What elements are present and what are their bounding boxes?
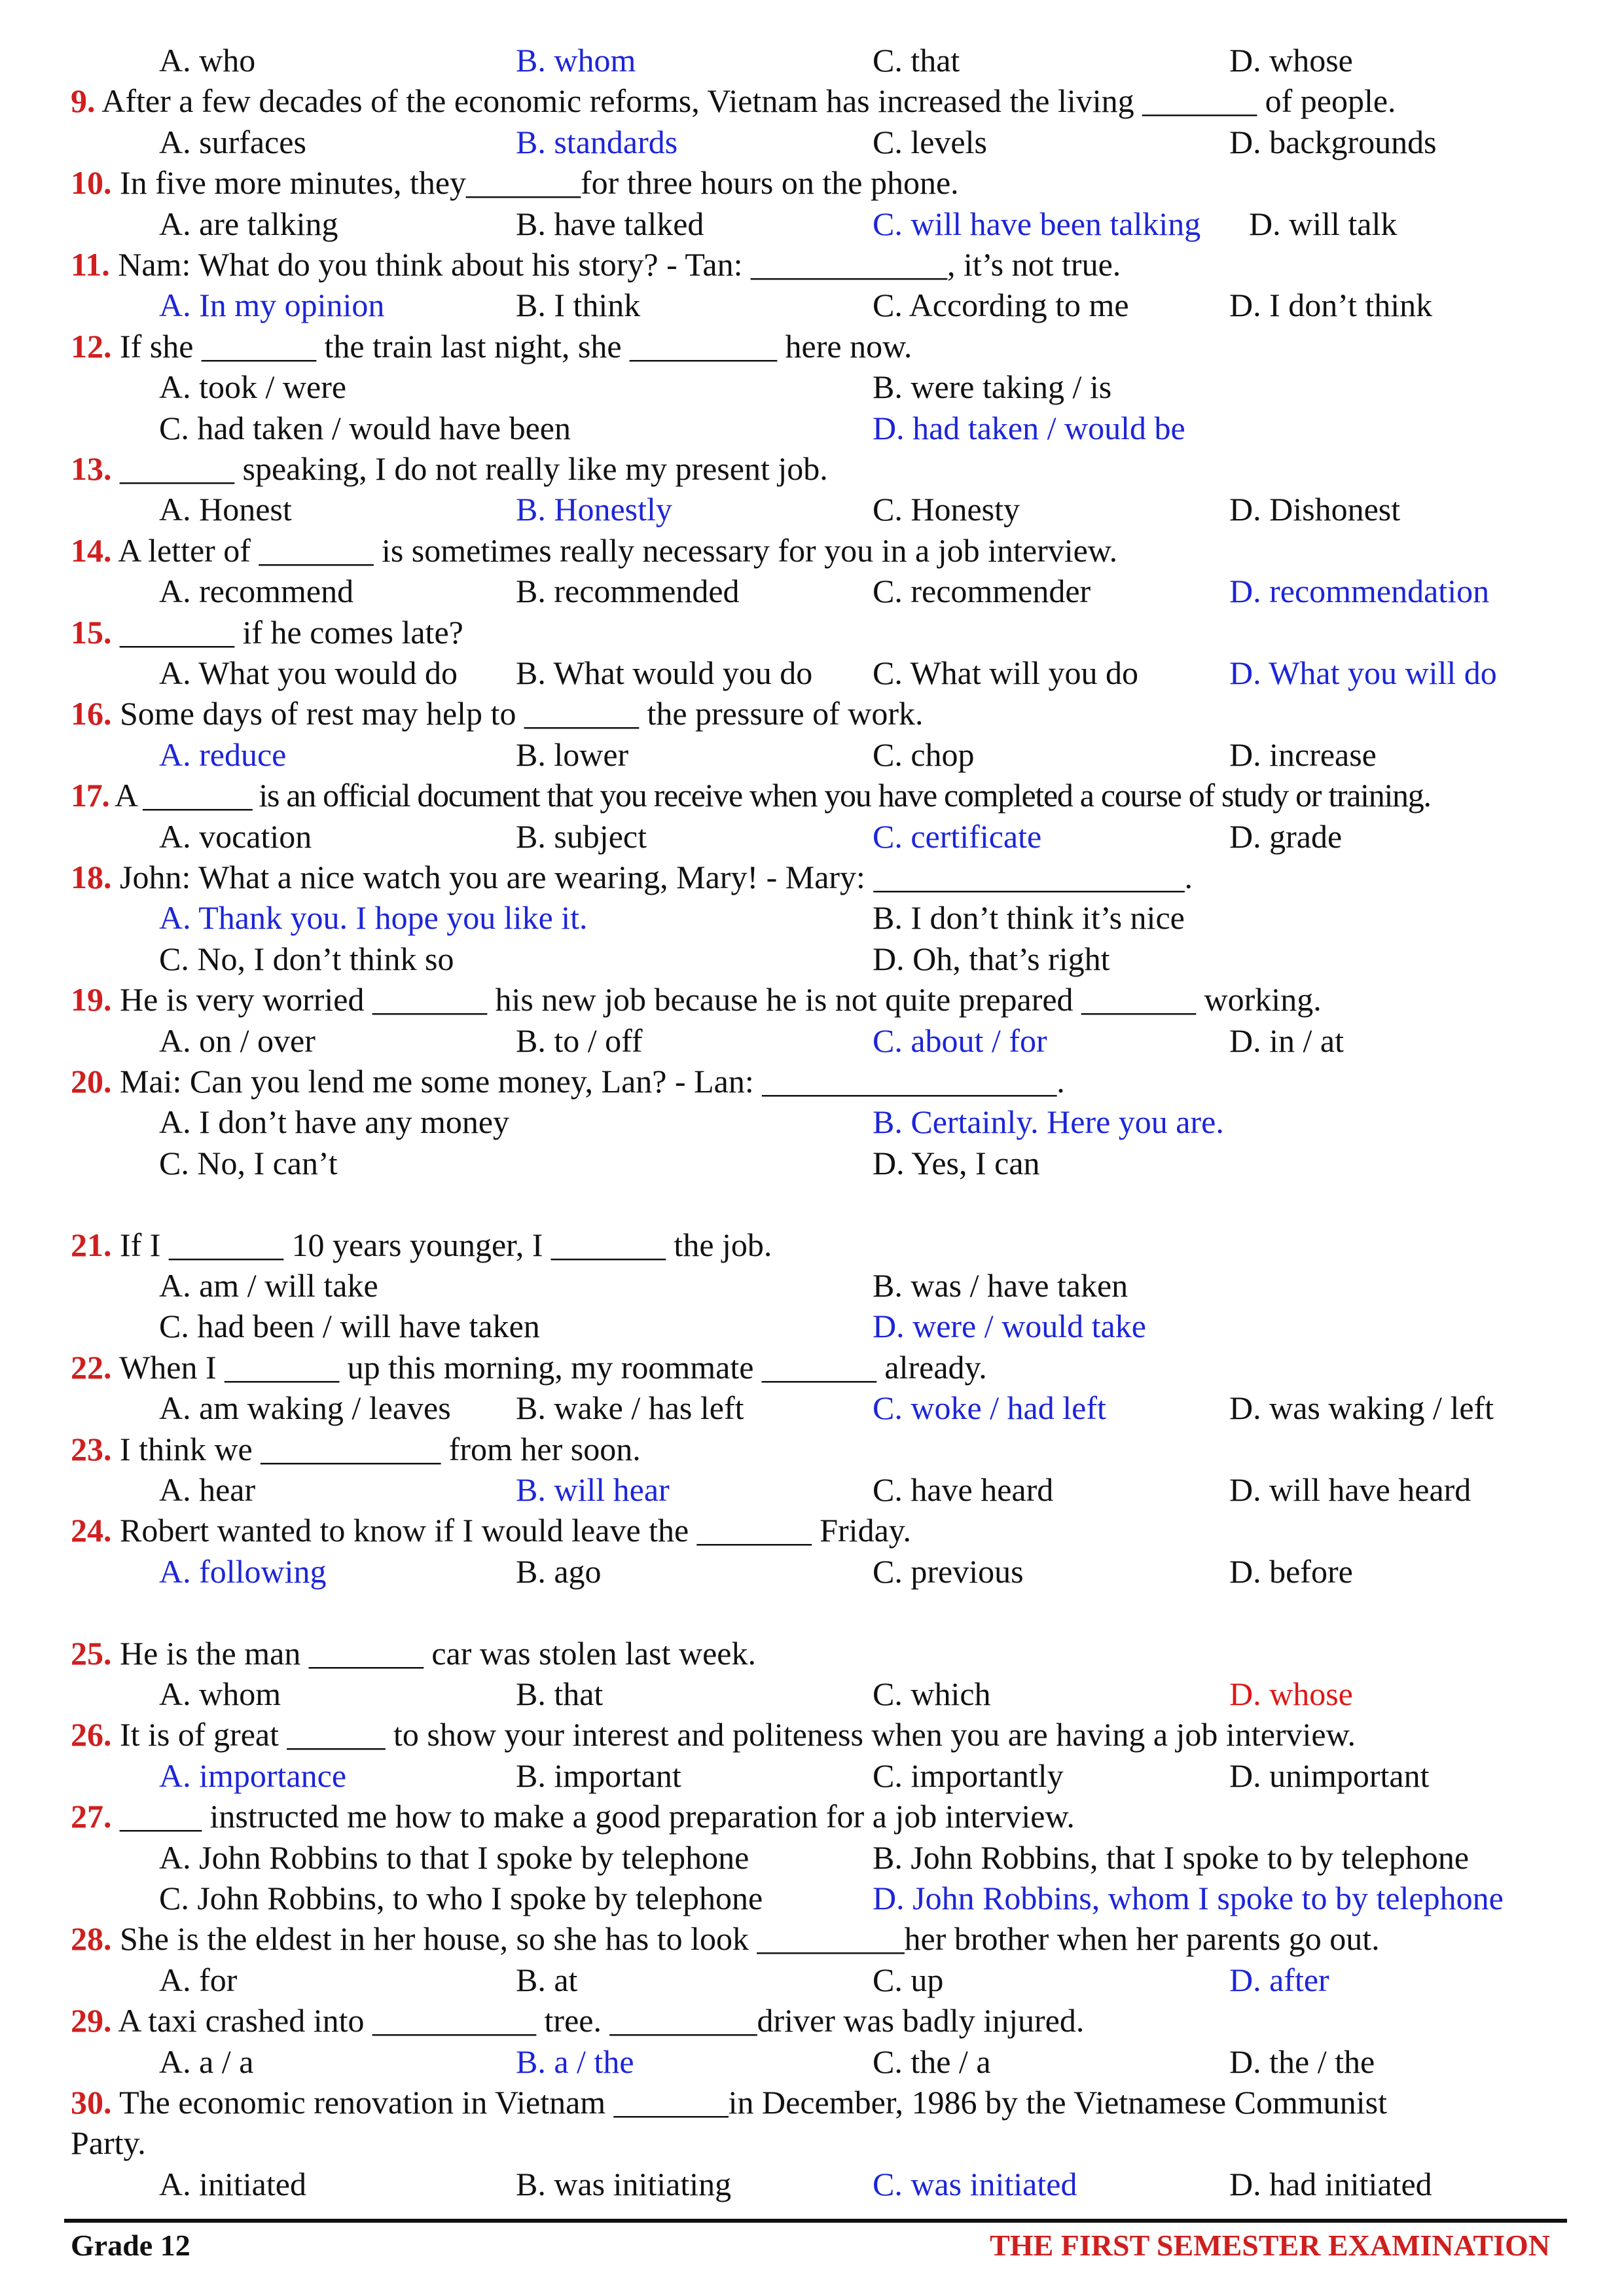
question-number: 19.	[71, 981, 112, 1018]
answer-option: C. have heard	[873, 1471, 1054, 1508]
question-text: If she _______ the train last night, she _________ here now.	[111, 327, 912, 365]
answer-option: B. at	[516, 1961, 578, 1998]
options-row	[0, 1388, 1624, 1428]
answer-option-correct: B. a / the	[516, 2043, 634, 2080]
answer-option-correct: C. will have been talking	[873, 205, 1201, 242]
options-row	[0, 285, 1624, 325]
question-stem	[71, 244, 1121, 285]
question-line	[0, 2082, 1624, 2123]
answer-option: C. No, I can’t	[159, 1144, 338, 1181]
answer-option: C. up	[873, 1961, 944, 1998]
answer-option: A. took / were	[159, 368, 347, 406]
options-row	[0, 1143, 1624, 1183]
answer-option: C. the / a	[873, 2043, 991, 2080]
question-line	[0, 1429, 1624, 1469]
question-line	[0, 857, 1624, 897]
question-stem	[71, 1429, 641, 1469]
answer-option: C. According to me	[873, 287, 1129, 324]
question-text: After a few decades of the economic reforms, Vietnam has increased the living _______ of people.	[95, 82, 1396, 120]
options-row	[0, 1755, 1624, 1796]
answer-option: C. had taken / would have been	[159, 409, 571, 446]
answer-option: A. John Robbins to that I spoke by telephone	[159, 1839, 749, 1876]
question-stem	[71, 1633, 756, 1674]
answer-option: B. that	[516, 1676, 604, 1712]
answer-option: C. recommender	[873, 573, 1091, 610]
answer-option: D. grade	[1229, 817, 1343, 855]
question-stem	[71, 448, 828, 489]
answer-option: D. I don’t think	[1229, 287, 1433, 324]
answer-option: D. Yes, I can	[873, 1144, 1040, 1181]
answer-option-correct: D. were / would take	[873, 1308, 1146, 1345]
options-row	[0, 571, 1624, 611]
answer-option: B. important	[516, 1757, 681, 1794]
question-text: A letter of _______ is sometimes really necessary for you in a job interview.	[111, 531, 1118, 569]
options-row	[0, 939, 1624, 979]
answer-option: C. previous	[873, 1552, 1024, 1590]
question-number: 25.	[71, 1634, 112, 1672]
options-row	[0, 1837, 1624, 1878]
answer-option: C. No, I don’t think so	[159, 940, 454, 977]
question-number: 17.	[71, 777, 109, 814]
answer-option: B. to / off	[516, 1022, 643, 1059]
question-stem	[71, 326, 912, 367]
question-line	[0, 1347, 1624, 1388]
answer-option-correct: D. John Robbins, whom I spoke to by telephone	[873, 1880, 1504, 1916]
options-row	[0, 653, 1624, 693]
question-text: _______ if he comes late?	[111, 613, 463, 651]
question-text: Robert wanted to know if I would leave the _______ Friday.	[111, 1512, 912, 1549]
answer-option: C. levels	[873, 123, 987, 160]
options-row	[0, 2041, 1624, 2082]
answer-option: A. who	[159, 42, 256, 79]
question-line	[0, 530, 1624, 571]
question-text: He is the man _______ car was stolen last week.	[111, 1634, 756, 1672]
answer-option: D. will talk	[1249, 205, 1398, 242]
answer-option-correct: A. In my opinion	[159, 287, 385, 324]
answer-option: C. John Robbins, to who I spoke by telephone	[159, 1880, 763, 1916]
question-number: 20.	[71, 1063, 112, 1100]
question-line	[0, 979, 1624, 1020]
answer-option: C. importantly	[873, 1757, 1064, 1794]
question-stem	[71, 530, 1117, 571]
question-text: She is the eldest in her house, so she has to look _________her brother when her parents go out.	[111, 1920, 1380, 1958]
question-text: If I _______ 10 years younger, I _______ the job.	[111, 1226, 772, 1263]
question-line	[0, 1633, 1624, 1674]
options-row	[0, 489, 1624, 529]
question-number: 24.	[71, 1512, 112, 1549]
question-text: A _______ is an official document that you receive when you have completed a course of study or training.	[109, 777, 1431, 814]
answer-option: A. on / over	[159, 1022, 316, 1059]
question-text: He is very worried _______ his new job because he is not quite prepared _______ working.	[111, 981, 1322, 1018]
question-number: 21.	[71, 1226, 112, 1263]
question-stem	[71, 2082, 1387, 2123]
question-line	[0, 81, 1624, 121]
question-stem	[71, 1061, 1065, 1102]
answer-option-correct: A. reduce	[159, 736, 287, 773]
answer-option-correct: B. will hear	[516, 1471, 670, 1508]
question-stem	[71, 81, 1396, 121]
question-line	[0, 1796, 1624, 1837]
answer-option-correct: B. Certainly. Here you are.	[873, 1103, 1224, 1141]
question-number: 16.	[71, 695, 112, 732]
answer-option: A. are talking	[159, 205, 338, 242]
question-line	[0, 162, 1624, 203]
answer-option: C. had been / will have taken	[159, 1308, 540, 1345]
answer-option-correct: B. whom	[516, 42, 636, 79]
answer-option: D. Oh, that’s right	[873, 940, 1110, 977]
question-number: 27.	[71, 1798, 112, 1835]
footer-divider	[64, 2219, 1567, 2223]
options-row	[0, 816, 1624, 857]
question-number: 26.	[71, 1716, 112, 1753]
answer-option: B. I think	[516, 287, 641, 324]
question-line	[0, 244, 1624, 285]
answer-option: D. Dishonest	[1229, 491, 1401, 528]
answer-option: B. wake / has left	[516, 1390, 744, 1427]
options-row	[0, 367, 1624, 407]
question-text: It is of great ______ to show your interest and politeness when you are having a job interview.	[111, 1716, 1356, 1753]
question-number: 11.	[71, 246, 110, 283]
answer-option: A. for	[159, 1961, 238, 1998]
answer-option: B. John Robbins, that I spoke to by telephone	[873, 1839, 1470, 1876]
answer-option: B. lower	[516, 736, 629, 773]
question-stem	[71, 612, 463, 653]
answer-option: A. vocation	[159, 817, 312, 855]
question-stem	[71, 1918, 1380, 1959]
options-row	[0, 1265, 1624, 1306]
question-stem	[71, 1347, 987, 1388]
options-row	[0, 204, 1624, 244]
question-line	[0, 1225, 1624, 1265]
question-stem	[71, 162, 959, 203]
answer-option: A. am / will take	[159, 1267, 378, 1304]
footer-exam-title: THE FIRST SEMESTER EXAMINATION	[990, 2229, 1550, 2262]
answer-option-correct: D. after	[1229, 1961, 1329, 1998]
answer-option: D. unimportant	[1229, 1757, 1430, 1794]
answer-option: A. Honest	[159, 491, 292, 528]
question-number: 13.	[71, 450, 112, 487]
question-stem	[71, 1510, 911, 1551]
question-line	[0, 775, 1624, 816]
options-row	[0, 897, 1624, 938]
options-row	[0, 1102, 1624, 1142]
answer-option: B. were taking / is	[873, 368, 1112, 406]
question-continuation	[0, 2123, 1624, 2163]
answer-option: B. ago	[516, 1552, 602, 1590]
answer-option-correct: A. following	[159, 1552, 327, 1590]
question-stem	[71, 1796, 1075, 1837]
answer-option-correct: A. importance	[159, 1757, 347, 1794]
question-line	[0, 693, 1624, 734]
options-row	[0, 40, 1624, 81]
answer-option: C. which	[873, 1676, 991, 1712]
answer-option: D. had initiated	[1229, 2165, 1432, 2202]
question-number: 30.	[71, 2084, 112, 2121]
answer-option: B. was / have taken	[873, 1267, 1128, 1304]
answer-option: A. I don’t have any money	[159, 1103, 510, 1141]
answer-option: D. was waking / left	[1229, 1390, 1494, 1427]
options-row	[0, 1469, 1624, 1510]
footer-grade: Grade 12	[71, 2229, 190, 2262]
question-stem	[71, 775, 1431, 816]
answer-option-correct: C. woke / had left	[873, 1390, 1106, 1427]
answer-option: A. What you would do	[159, 655, 458, 691]
question-stem	[71, 857, 1193, 897]
question-number: 29.	[71, 2002, 112, 2039]
question-line	[0, 2000, 1624, 2041]
answer-option: B. I don’t think it’s nice	[873, 899, 1185, 937]
question-text: When I _______ up this morning, my roommate _______ already.	[111, 1348, 987, 1386]
answer-option: D. whose	[1229, 42, 1353, 79]
blank-line	[0, 1592, 1624, 1632]
answer-option: B. What would you do	[516, 655, 813, 691]
answer-option-correct: A. Thank you. I hope you like it.	[159, 899, 588, 937]
answer-option: B. was initiating	[516, 2165, 732, 2202]
question-stem	[71, 1225, 772, 1265]
question-line	[0, 1714, 1624, 1755]
answer-option-correct: B. Honestly	[516, 491, 672, 528]
question-number: 23.	[71, 1430, 112, 1467]
question-stem	[71, 979, 1322, 1020]
answer-option-correct: C. about / for	[873, 1022, 1047, 1059]
options-row	[0, 1674, 1624, 1714]
answer-option: B. subject	[516, 817, 647, 855]
question-line	[0, 1061, 1624, 1102]
answer-option-correct: D. had taken / would be	[873, 409, 1185, 446]
answer-option: A. a / a	[159, 2043, 254, 2080]
options-row	[0, 1020, 1624, 1061]
question-number: 14.	[71, 531, 112, 569]
question-line	[0, 326, 1624, 367]
answer-option: B. have talked	[516, 205, 704, 242]
answer-option: D. increase	[1229, 736, 1377, 773]
question-text: Some days of rest may help to _______ the pressure of work.	[111, 695, 924, 732]
answer-option: D. backgrounds	[1229, 123, 1437, 160]
options-row	[0, 122, 1624, 162]
options-row	[0, 734, 1624, 775]
options-row	[0, 1960, 1624, 2000]
answer-option-correct: C. certificate	[873, 817, 1042, 855]
answer-option: A. hear	[159, 1471, 256, 1508]
question-text: The economic renovation in Vietnam _______in December, 1986 by the Vietnamese Communist	[111, 2084, 1388, 2121]
answer-option: C. that	[873, 42, 960, 79]
answer-option: C. What will you do	[873, 655, 1139, 691]
question-line	[0, 1918, 1624, 1959]
question-number: 18.	[71, 859, 112, 895]
question-number: 15.	[71, 613, 112, 651]
question-text: In five more minutes, they_______for three hours on the phone.	[111, 164, 959, 202]
answer-option: D. will have heard	[1229, 1471, 1471, 1508]
answer-option: A. surfaces	[159, 123, 306, 160]
options-row	[0, 1551, 1624, 1592]
answer-option-correct: D. whose	[1229, 1676, 1353, 1712]
options-row	[0, 2164, 1624, 2204]
answer-option: D. in / at	[1229, 1022, 1344, 1059]
question-text: Party.	[71, 2125, 146, 2162]
answer-option-correct: D. recommendation	[1229, 573, 1490, 610]
question-text: Nam: What do you think about his story? - Tan: ____________, it’s not true.	[109, 246, 1121, 283]
question-text: John: What a nice watch you are wearing, Mary! - Mary: ___________________.	[111, 859, 1193, 895]
answer-option: A. initiated	[159, 2165, 306, 2202]
answer-option: A. whom	[159, 1676, 281, 1712]
options-row	[0, 1878, 1624, 1918]
answer-option: C. chop	[873, 736, 975, 773]
question-line	[0, 1510, 1624, 1551]
answer-option: C. Honesty	[873, 491, 1020, 528]
answer-option-correct: C. was initiated	[873, 2165, 1077, 2202]
question-number: 9.	[71, 82, 96, 120]
question-number: 28.	[71, 1920, 112, 1958]
question-text: A taxi crashed into __________ tree. _________driver was badly injured.	[111, 2002, 1085, 2039]
question-stem	[71, 693, 924, 734]
answer-option-correct: B. standards	[516, 123, 678, 160]
question-text: _______ speaking, I do not really like my present job.	[111, 450, 828, 487]
question-line	[0, 448, 1624, 489]
question-line	[0, 612, 1624, 653]
question-number: 12.	[71, 327, 112, 365]
question-text: Mai: Can you lend me some money, Lan? - Lan: __________________.	[111, 1063, 1065, 1100]
answer-option: D. before	[1229, 1552, 1353, 1590]
question-stem	[71, 2000, 1084, 2041]
answer-option: B. recommended	[516, 573, 740, 610]
blank-line	[0, 1183, 1624, 1224]
options-row	[0, 1306, 1624, 1346]
answer-option: D. the / the	[1229, 2043, 1375, 2080]
question-number: 22.	[71, 1348, 112, 1386]
answer-option-correct: D. What you will do	[1229, 655, 1497, 691]
question-number: 10.	[71, 164, 112, 202]
answer-option: A. am waking / leaves	[159, 1390, 451, 1427]
options-row	[0, 408, 1624, 448]
question-stem	[71, 1714, 1356, 1755]
answer-option: A. recommend	[159, 573, 354, 610]
question-text: _____ instructed me how to make a good preparation for a job interview.	[111, 1798, 1075, 1835]
question-text: I think we ___________ from her soon.	[111, 1430, 641, 1467]
